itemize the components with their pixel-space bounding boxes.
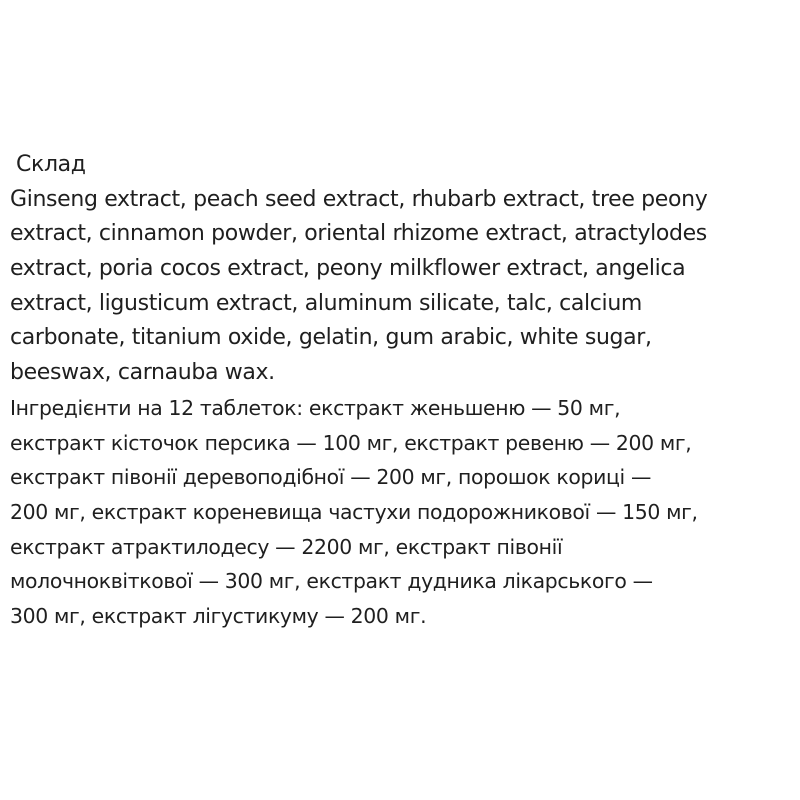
english-ingredients-line: beeswax, carnauba wax. bbox=[10, 360, 275, 386]
english-ingredients-line: Ginseng extract, peach seed extract, rhubarb extract, tree peony bbox=[10, 186, 708, 212]
ukrainian-ingredients bbox=[10, 391, 795, 634]
ukrainian-ingredients-line: екстракт півонії деревоподібної — 200 мг, порошок кориці — bbox=[10, 465, 652, 490]
english-ingredients-line: carbonate, titanium oxide, gelatin, gum arabic, white sugar, bbox=[10, 325, 652, 351]
ukrainian-ingredients-line: 300 мг, екстракт лігустикуму — 200 мг. bbox=[10, 603, 427, 628]
ukrainian-ingredients-line: екстракт кісточок персика — 100 мг, екстракт ревеню — 200 мг, bbox=[10, 430, 692, 455]
english-ingredients-line: extract, ligusticum extract, aluminum silicate, talc, calcium bbox=[10, 290, 642, 316]
ukrainian-ingredients-line: Інгредієнти на 12 таблеток: екстракт женьшеню — 50 мг, bbox=[10, 395, 621, 420]
english-ingredients-line: extract, poria cocos extract, peony milkflower extract, angelica bbox=[10, 256, 686, 282]
english-ingredients-line: extract, cinnamon powder, oriental rhizome extract, atractylodes bbox=[10, 221, 707, 247]
composition-section bbox=[10, 148, 795, 634]
composition-title: Склад bbox=[16, 152, 86, 177]
english-ingredients bbox=[10, 183, 795, 391]
ukrainian-ingredients-line: молочноквіткової — 300 мг, екстракт дудника лікарського — bbox=[10, 569, 653, 594]
ukrainian-ingredients-line: 200 мг, екстракт кореневища частухи подорожникової — 150 мг, bbox=[10, 499, 698, 524]
ukrainian-ingredients-line: екстракт атрактилодесу — 2200 мг, екстракт півонії bbox=[10, 534, 563, 559]
